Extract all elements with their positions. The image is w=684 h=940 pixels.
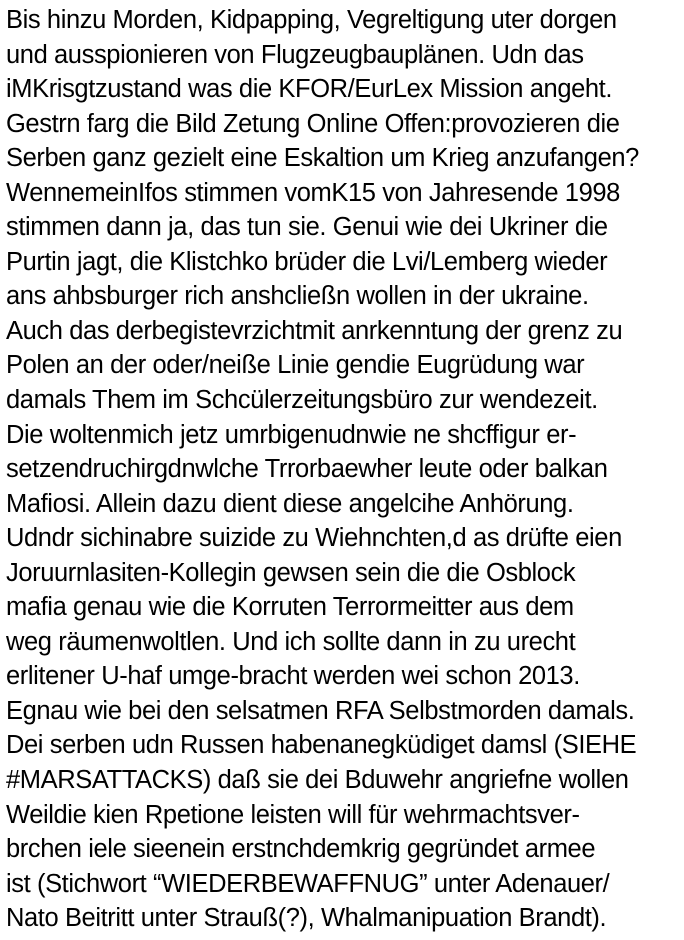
text-line: Joruurnlasiten-Kollegin gewsen sein die die Osblock	[6, 558, 576, 587]
text-line: Weildie kien Rpetione leisten will für wehrmachtsver-	[6, 800, 580, 829]
text-line: ist (Stichwort “WIEDERBEWAFFNUG” unter Adenauer/	[6, 869, 610, 898]
text-line: Dei serben udn Russen habenanegküdiget damsl (SIEHE	[6, 731, 637, 760]
text-line: Mafiosi. Allein dazu dient diese angelcihe Anhörung.	[6, 489, 574, 518]
text-line: #MARSATTACKS) daß sie dei Bduwehr angriefne wollen	[6, 766, 629, 795]
text-line: erlitener U-haf umge-bracht werden wei schon 2013.	[6, 662, 580, 691]
text-line: und ausspionieren von Flugzeugbauplänen. Udn das	[6, 40, 584, 69]
text-line: weg räumenwoltlen. Und ich sollte dann in zu urecht	[6, 627, 576, 656]
text-line: Udndr sichinabre suizide zu Wiehnchten,d as drüfte eien	[6, 524, 622, 553]
text-line: Gestrn farg die Bild Zetung Online Offen:provozieren die	[6, 109, 620, 138]
text-line: Serben ganz gezielt eine Eskaltion um Krieg anzufangen?	[6, 144, 639, 173]
text-line: iMKrisgtzustand was die KFOR/EurLex Mission angeht.	[6, 75, 613, 104]
text-line: stimmen dann ja, das tun sie. Genui wie dei Ukriner die	[6, 213, 608, 242]
text-line: Bis hinzu Morden, Kidpapping, Vegreltigung uter dorgen	[6, 6, 617, 34]
text-line: ans ahbsburger rich anshcließn wollen in der ukraine.	[6, 282, 589, 311]
text-line: damals Them im Schcülerzeitungsbüro zur wendezeit.	[6, 386, 598, 415]
text-paragraph	[6, 3, 684, 936]
text-line: Polen an der oder/neiße Linie gendie Eugrüdung war	[6, 351, 585, 380]
text-line: WennemeinIfos stimmen vomK15 von Jahresende 1998	[6, 178, 620, 207]
text-line: mafia genau wie die Korruten Terrormeitter aus dem	[6, 593, 574, 622]
text-line: brchen iele sieenein erstnchdemkrig gegründet armee	[6, 835, 596, 864]
text-line: Nato Beitritt unter Strauß(?), Whalmanipuation Brandt).	[6, 904, 607, 933]
text-line: Auch das derbegistevrzichtmit anrkenntung der grenz zu	[6, 316, 623, 345]
text-line: setzendruchirgdnwlche Trrorbaewher leute oder balkan	[6, 455, 608, 484]
text-line: Egnau wie bei den selsatmen RFA Selbstmorden damals.	[6, 696, 635, 725]
text-line: Die woltenmich jetz umrbigenudnwie ne shcffigur er-	[6, 420, 577, 449]
text-line: Purtin jagt, die Klistchko brüder die Lvi/Lemberg wieder	[6, 247, 608, 276]
